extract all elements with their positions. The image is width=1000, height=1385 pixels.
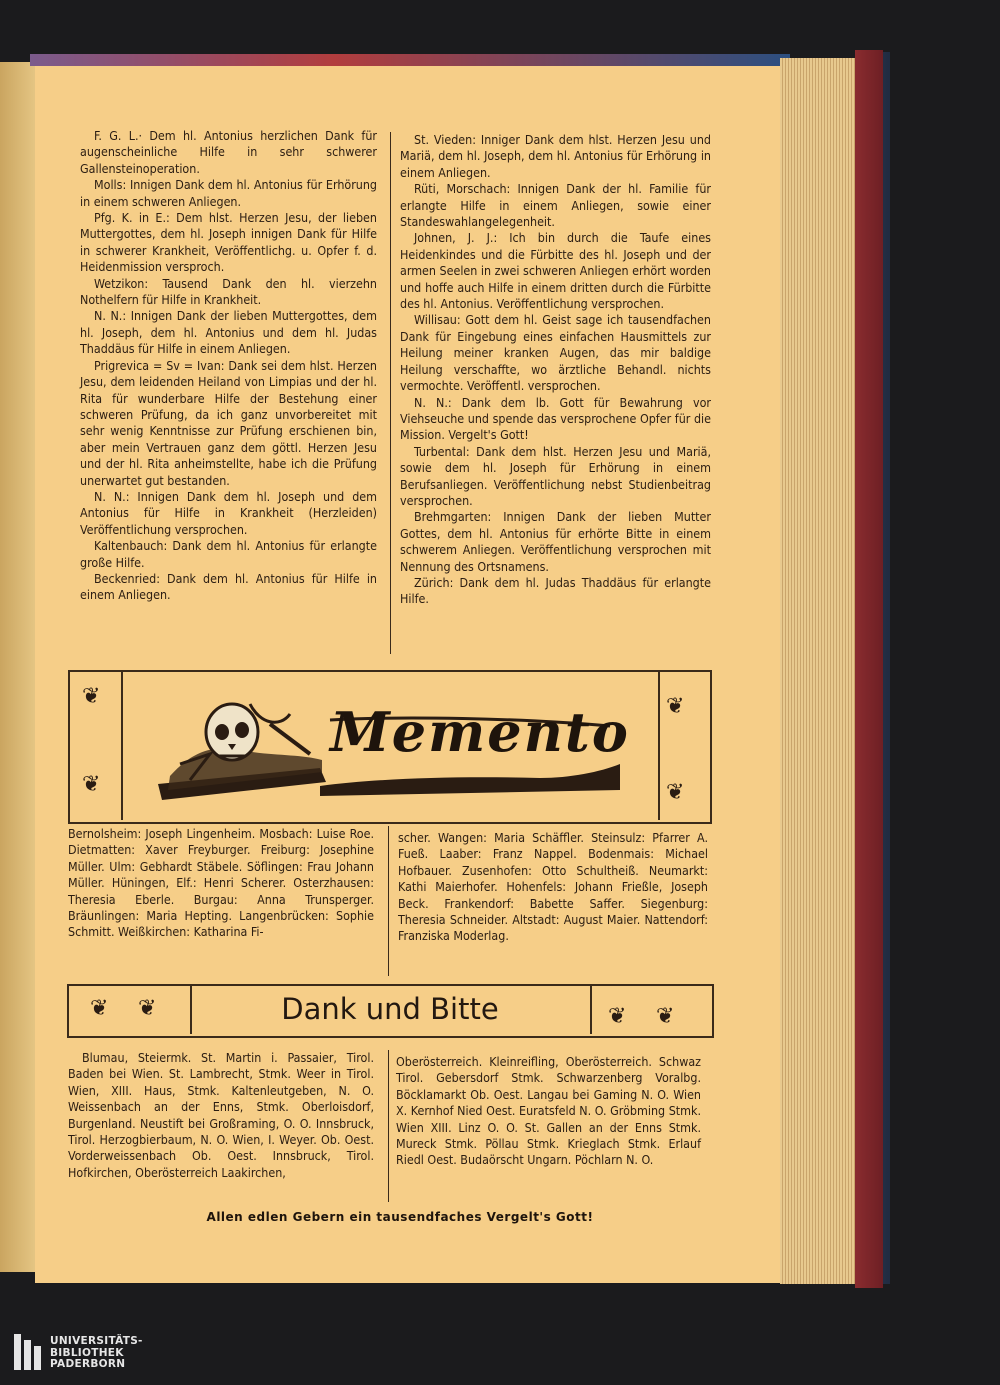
entry: F. G. L.· Dem hl. Antonius herzlichen Dank für augenscheinliche Hilfe in sehr schwerer Gallensteinoperation. (80, 128, 377, 176)
closing-line: Allen edlen Gebern ein tausendfaches Vergelt's Gott! (206, 1210, 594, 1224)
entry: N. N.: Innigen Dank der lieben Muttergottes, dem hl. Joseph, dem hl. Antonius und dem hl. Judas Thaddäus für Hilfe in einem Anliegen. (80, 308, 377, 357)
entry: N. N.: Dank dem lb. Gott für Bewahrung vor Viehseuche und spende das versprochene Opfer für die Mission. Vergelt's Gott! (400, 394, 711, 443)
entry: Rüti, Morschach: Innigen Dank der hl. Familie für erlangte Hilfe in einem Anliegen, sowie einer Standeswahlangelegenheit. (400, 181, 711, 230)
book-cover-red (855, 50, 883, 1288)
ornament-icon: ❦ (656, 1004, 675, 1029)
memento-list-left (68, 826, 374, 941)
entry: Johnen, J. J.: Ich bin durch die Taufe eines Heidenkindes und die Fürbitte des hl. Joseph und der armen Seelen in zwei schweren Anliegen erhört worden und hoffe auch Hilfe in einem dritten durch die Fürbitte des hl. Antonius. Veröffentlichung versprochen. (400, 230, 711, 312)
entry: Pfg. K. in E.: Dem hlst. Herzen Jesu, der lieben Muttergottes, dem hl. Joseph innigen Dank für Hilfe in schwerer Krankheit, Veröffentlichg. u. Opfer f. d. Heidenmission versproch. (80, 210, 377, 275)
ornament-icon: ❦ (82, 772, 101, 797)
entry: Wetzikon: Tausend Dank den hl. vierzehn Nothelfern für Hilfe in Krankheit. (80, 275, 377, 308)
dank-list-right (396, 1054, 701, 1169)
top-right-column (400, 132, 711, 608)
entry: Prigrevica = Sv = Ivan: Dank sei dem hlst. Herzen Jesu, dem leidenden Heiland von Limpias und der hl. Rita für wunderbare Hilfe der Bestehung einer schweren Prüfung, da ich ganz unvorbereitet mit sehr wenig Kenntnisse zur Prüfung erschienen bin, aber mein Vertrauen ganz dem göttl. Herzen Jesu und der hl. Rita anheimstellte, habe ich die Prüfung unerwartet gut bestanden. (80, 357, 377, 488)
skull-illustration (150, 684, 330, 804)
facing-page-edge (0, 62, 35, 1272)
ornament-icon: ❦ (90, 996, 109, 1021)
memento-title: Memento (330, 700, 630, 764)
entry: Beckenried: Dank dem hl. Antonius für Hilfe in einem Anliegen. (80, 570, 377, 603)
ornament-icon: ❦ (82, 684, 101, 709)
ornament-icon: ❦ (608, 1004, 627, 1029)
dank-title: Dank und Bitte (281, 992, 499, 1026)
entry: Brehmgarten: Innigen Dank der lieben Mutter Gottes, dem hl. Antonius für erhörte Bitte in einem schwerem Anliegen. Veröffentlichung versprochen mit Nennung des Ortsnamens. (400, 509, 711, 574)
logo-line: BIBLIOTHEK (50, 1346, 124, 1359)
column-divider (390, 132, 391, 654)
entry: Zürich: Dank dem hl. Judas Thaddäus für erlangte Hilfe. (400, 574, 711, 607)
ornament-icon: ❦ (138, 996, 157, 1021)
entry: Bernolsheim: Joseph Lingenheim. Mosbach: Luise Roe. Dietmatten: Xaver Freyburger. Freiburg: Josephine Müller. Ulm: Gebhardt Stäbele. Söflingen: Frau Johann Müller. Hüningen, Elf.: Henri Scherer. Osterzhausen: Theresia Eberle. Burgau: Anna Trunsperger. Bräunlingen: Maria Hepting. Langenbrücken: Sophie Schmitt. Weißkirchen: Katharina Fi- (68, 826, 374, 940)
entry: Kaltenbauch: Dank dem hl. Antonius für erlangte große Hilfe. (80, 538, 377, 570)
page-stack-edge (780, 58, 855, 1284)
library-logo-icon (14, 1334, 44, 1370)
entry: Willisau: Gott dem hl. Geist sage ich tausendfachen Dank für Eingebung eines einfachen Hausmittels zur Heilung meiner kranken Augen, das mir baldige Heilung verschaffte, wo ärztliche Behandl. nichts vermochte. Veröffentl. versprochen. (400, 312, 711, 394)
column-divider (388, 1050, 389, 1202)
binding-strip (30, 54, 790, 66)
library-logo-text (50, 1336, 143, 1371)
entry: Turbental: Dank dem hlst. Herzen Jesu und Mariä, sowie dem hl. Joseph für Erhörung in einem Berufsanliegen. Veröffentlichung nebst Studienbeitrag versprochen. (400, 443, 711, 508)
ornament-icon: ❦ (666, 780, 685, 805)
column-divider (388, 826, 389, 976)
entry: St. Vieden: Inniger Dank dem hlst. Herzen Jesu und Mariä, dem hl. Joseph, dem hl. Antonius für Erhörung in einem Anliegen. (400, 132, 711, 180)
entry: Blumau, Steiermk. St. Martin i. Passaier, Tirol. Baden bei Wien. St. Lambrecht, Stmk. Weer in Tirol. Wien, XIII. Haus, Stmk. Kaltenleutgeben, N. O. Weissenbach an der Enns, Stmk. Oberloisdorf, Burgenland. Neustift bei Großraming, O. O. Innsbruck, Tirol. Herzogbierbaum, N. O. Wien, I. Weyer. Ob. Oest. Vorderweissenbach Ob. Oest. Innsbruck, Tirol. Hofkirchen, Oberösterreich Laakirchen, (68, 1050, 374, 1180)
entry: Oberösterreich. Kleinreifling, Oberösterreich. Schwaz Tirol. Gebersdorf Stmk. Schwarzenberg Voralbg. Böcklamarkt Ob. Oest. Langau bei Gaming N. O. Wien X. Kernhof Nied Oest. Euratsfeld N. O. Gröbming Stmk. Wien XIII. Linz O. O. St. Gallen an der Enns Stmk. Mureck Stmk. Pöllau Stmk. Krieglach Stmk. Erlauf Riedl Oest. Budaörscht Ungarn. Pöchlarn N. O. (396, 1054, 701, 1168)
memento-list-right (398, 830, 708, 945)
entry: scher. Wangen: Maria Schäffler. Steinsulz: Pfarrer A. Fueß. Laaber: Franz Nappel. Bodenmais: Michael Hofbauer. Zusenhofen: Otto Schultheiß. Neumarkt: Kathi Maierhofer. Hohenfels: Johann Frießle, Joseph Beck. Frankendorf: Babette Saffer. Siegenburg: Theresia Schneider. Altstadt: August Maier. Nattendorf: Franziska Moderlag. (398, 830, 708, 944)
logo-line: UNIVERSITÄTS- (50, 1335, 143, 1347)
logo-line: PADERBORN (50, 1358, 126, 1370)
ornament-icon: ❦ (666, 694, 685, 719)
entry: N. N.: Innigen Dank dem hl. Joseph und dem Antonius für Hilfe in Krankheit (Herzleiden) Veröffentlichung versprochen. (80, 488, 377, 537)
top-left-column (80, 128, 377, 604)
dank-list-left (68, 1050, 374, 1181)
entry: Molls: Innigen Dank dem hl. Antonius für Erhörung in einem schweren Anliegen. (80, 177, 377, 209)
